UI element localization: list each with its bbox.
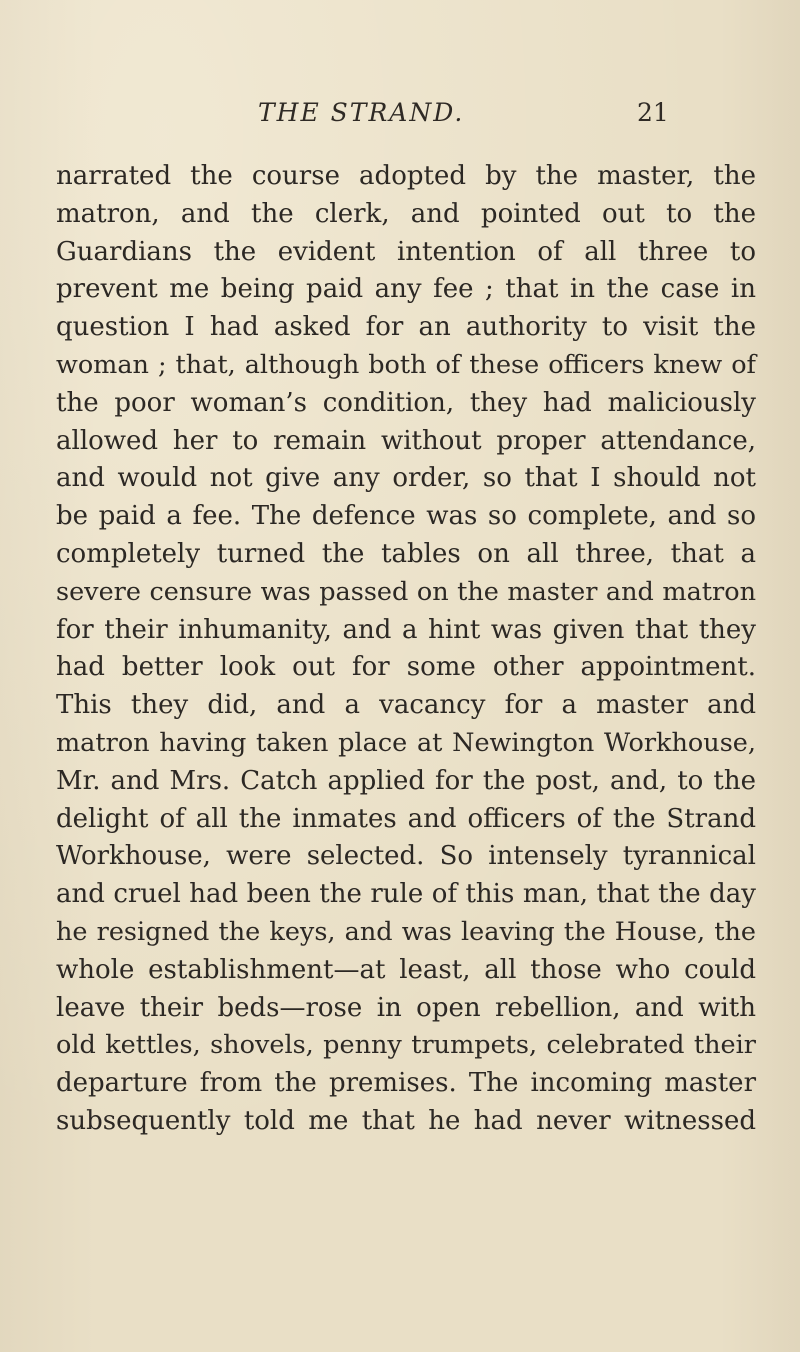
text-line: prevent me being paid any fee ; that in the case in bbox=[56, 274, 756, 305]
text-line: severe censure was passed on the master and matron bbox=[56, 576, 756, 607]
text-line: matron, and the clerk, and pointed out to the bbox=[56, 198, 756, 229]
text-line: allowed her to remain without proper attendance, bbox=[56, 425, 756, 456]
text-line: he resigned the keys, and was leaving the House, the bbox=[56, 916, 756, 947]
text-line: old kettles, shovels, penny trumpets, celebrated their bbox=[56, 1030, 756, 1061]
text-line: woman ; that, although both of these officers knew of bbox=[56, 349, 756, 380]
text-line: question I had asked for an authority to visit the bbox=[56, 312, 756, 343]
text-line: for their inhumanity, and a hint was given that they bbox=[56, 614, 756, 645]
text-line: be paid a fee. The defence was so complete, and so bbox=[56, 501, 756, 532]
text-line: the poor woman’s condition, they had maliciously bbox=[56, 387, 756, 418]
text-line: This they did, and a vacancy for a master and bbox=[56, 690, 756, 721]
text-line: Workhouse, were selected. So intensely tyrannical bbox=[56, 841, 756, 872]
running-title: THE STRAND. bbox=[258, 98, 465, 127]
page-number: 21 bbox=[637, 98, 669, 127]
text-line: departure from the premises. The incoming master bbox=[56, 1068, 756, 1099]
text-line: Mr. and Mrs. Catch applied for the post, and, to the bbox=[56, 765, 756, 796]
text-line: delight of all the inmates and officers of the Strand bbox=[56, 803, 756, 834]
text-line: subsequently told me that he had never witnessed bbox=[56, 1105, 756, 1136]
text-line: narrated the course adopted by the master, the bbox=[56, 161, 756, 191]
text-line: had better look out for some other appointment. bbox=[56, 652, 756, 683]
body-text bbox=[56, 158, 756, 1141]
text-line: leave their beds—rose in open rebellion, and with bbox=[56, 992, 756, 1023]
text-line: matron having taken place at Newington Workhouse, bbox=[56, 727, 756, 758]
text-line: and would not give any order, so that I should not bbox=[56, 463, 756, 494]
running-head bbox=[0, 98, 800, 134]
text-line: and cruel had been the rule of this man, that the day bbox=[56, 879, 756, 910]
text-line: completely turned the tables on all three, that a bbox=[56, 538, 756, 569]
text-line: Guardians the evident intention of all three to bbox=[56, 236, 756, 267]
text-line: whole establishment—at least, all those who could bbox=[56, 954, 756, 985]
